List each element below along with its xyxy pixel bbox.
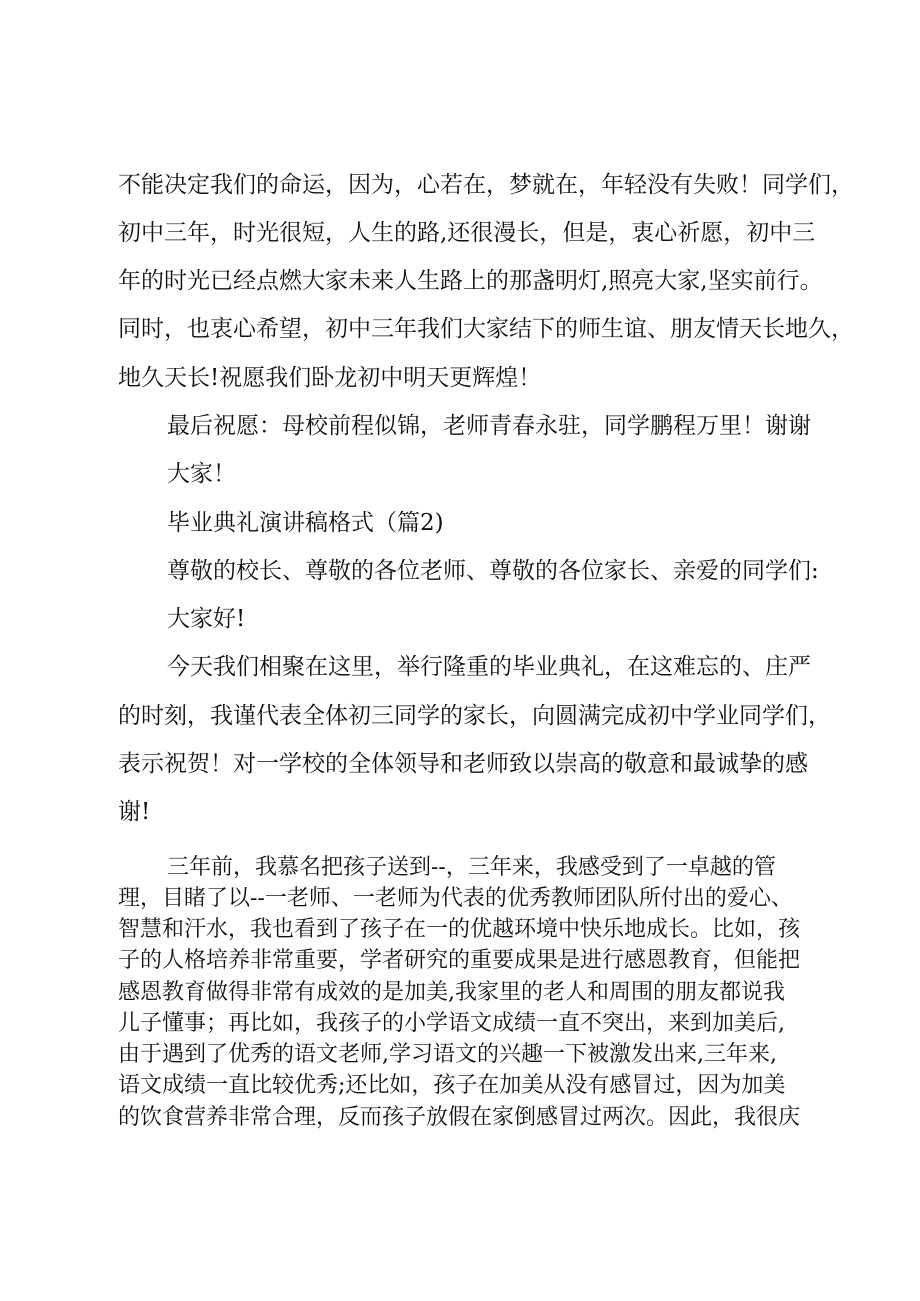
text-line: 同时，也衷心希望，初中三年我们大家结下的师生谊、朋友情天长地久，: [118, 316, 854, 342]
text-line: 子的人格培养非常重要，学者研究的重要成果是进行感恩教育，但能把: [118, 948, 801, 973]
text-line: 今天我们相聚在这里，举行隆重的毕业典礼，在这难忘的、庄严: [167, 654, 811, 680]
greeting: 大家好!: [167, 606, 246, 632]
text-line: 谢!: [118, 799, 151, 825]
text-line: 地久天长!祝愿我们卧龙初中明天更辉煌！: [118, 365, 542, 391]
text-line: 表示祝贺！对一学校的全体领导和老师致以崇高的敬意和最诚挚的感: [118, 751, 808, 777]
text-line: 感恩教育做得非常有成效的是加美,我家里的老人和周围的朋友都说我: [118, 980, 785, 1005]
text-line: 的饮食营养非常合理，反而孩子放假在家倒感冒过两次。因此，我很庆: [118, 1105, 801, 1130]
text-line: 三年前，我慕名把孩子送到--，三年来，我感受到了一卓越的管: [167, 855, 776, 880]
closing-wish-line: 大家！: [167, 461, 236, 487]
text-line: 初中三年，时光很短，人生的路,还很漫长，但是，衷心祈愿，初中三: [118, 220, 816, 246]
salutation: 尊敬的校长、尊敬的各位老师、尊敬的各位家长、亲爱的同学们:: [167, 558, 819, 584]
text-line: 儿子懂事；再比如，我孩子的小学语文成绩一直不突出，来到加美后,: [118, 1011, 785, 1036]
section-title: 毕业典礼演讲稿格式（篇2): [167, 510, 444, 536]
text-line: 理，目睹了以--一老师、一老师为代表的优秀教师团队所付出的爱心、: [118, 886, 793, 911]
closing-wish-line: 最后祝愿：母校前程似锦，老师青春永驻，同学鹏程万里！谢谢: [167, 413, 811, 439]
text-line: 智慧和汗水，我也看到了孩子在一的优越环境中快乐地成长。比如，孩: [118, 917, 801, 942]
text-line: 的时刻，我谨代表全体初三同学的家长，向圆满完成初中学业同学们，: [118, 703, 831, 729]
text-line: 年的时光已经点燃大家未来人生路上的那盏明灯,照亮大家,坚实前行。: [118, 268, 823, 294]
text-line: 不能决定我们的命运，因为，心若在，梦就在，年轻没有失败！同学们，: [118, 172, 854, 198]
text-line: 语文成绩一直比较优秀;还比如，孩子在加美从没有感冒过，因为加美: [118, 1073, 786, 1098]
text-line: 由于遇到了优秀的语文老师,学习语文的兴趣一下被激发出来,三年来,: [118, 1042, 777, 1067]
